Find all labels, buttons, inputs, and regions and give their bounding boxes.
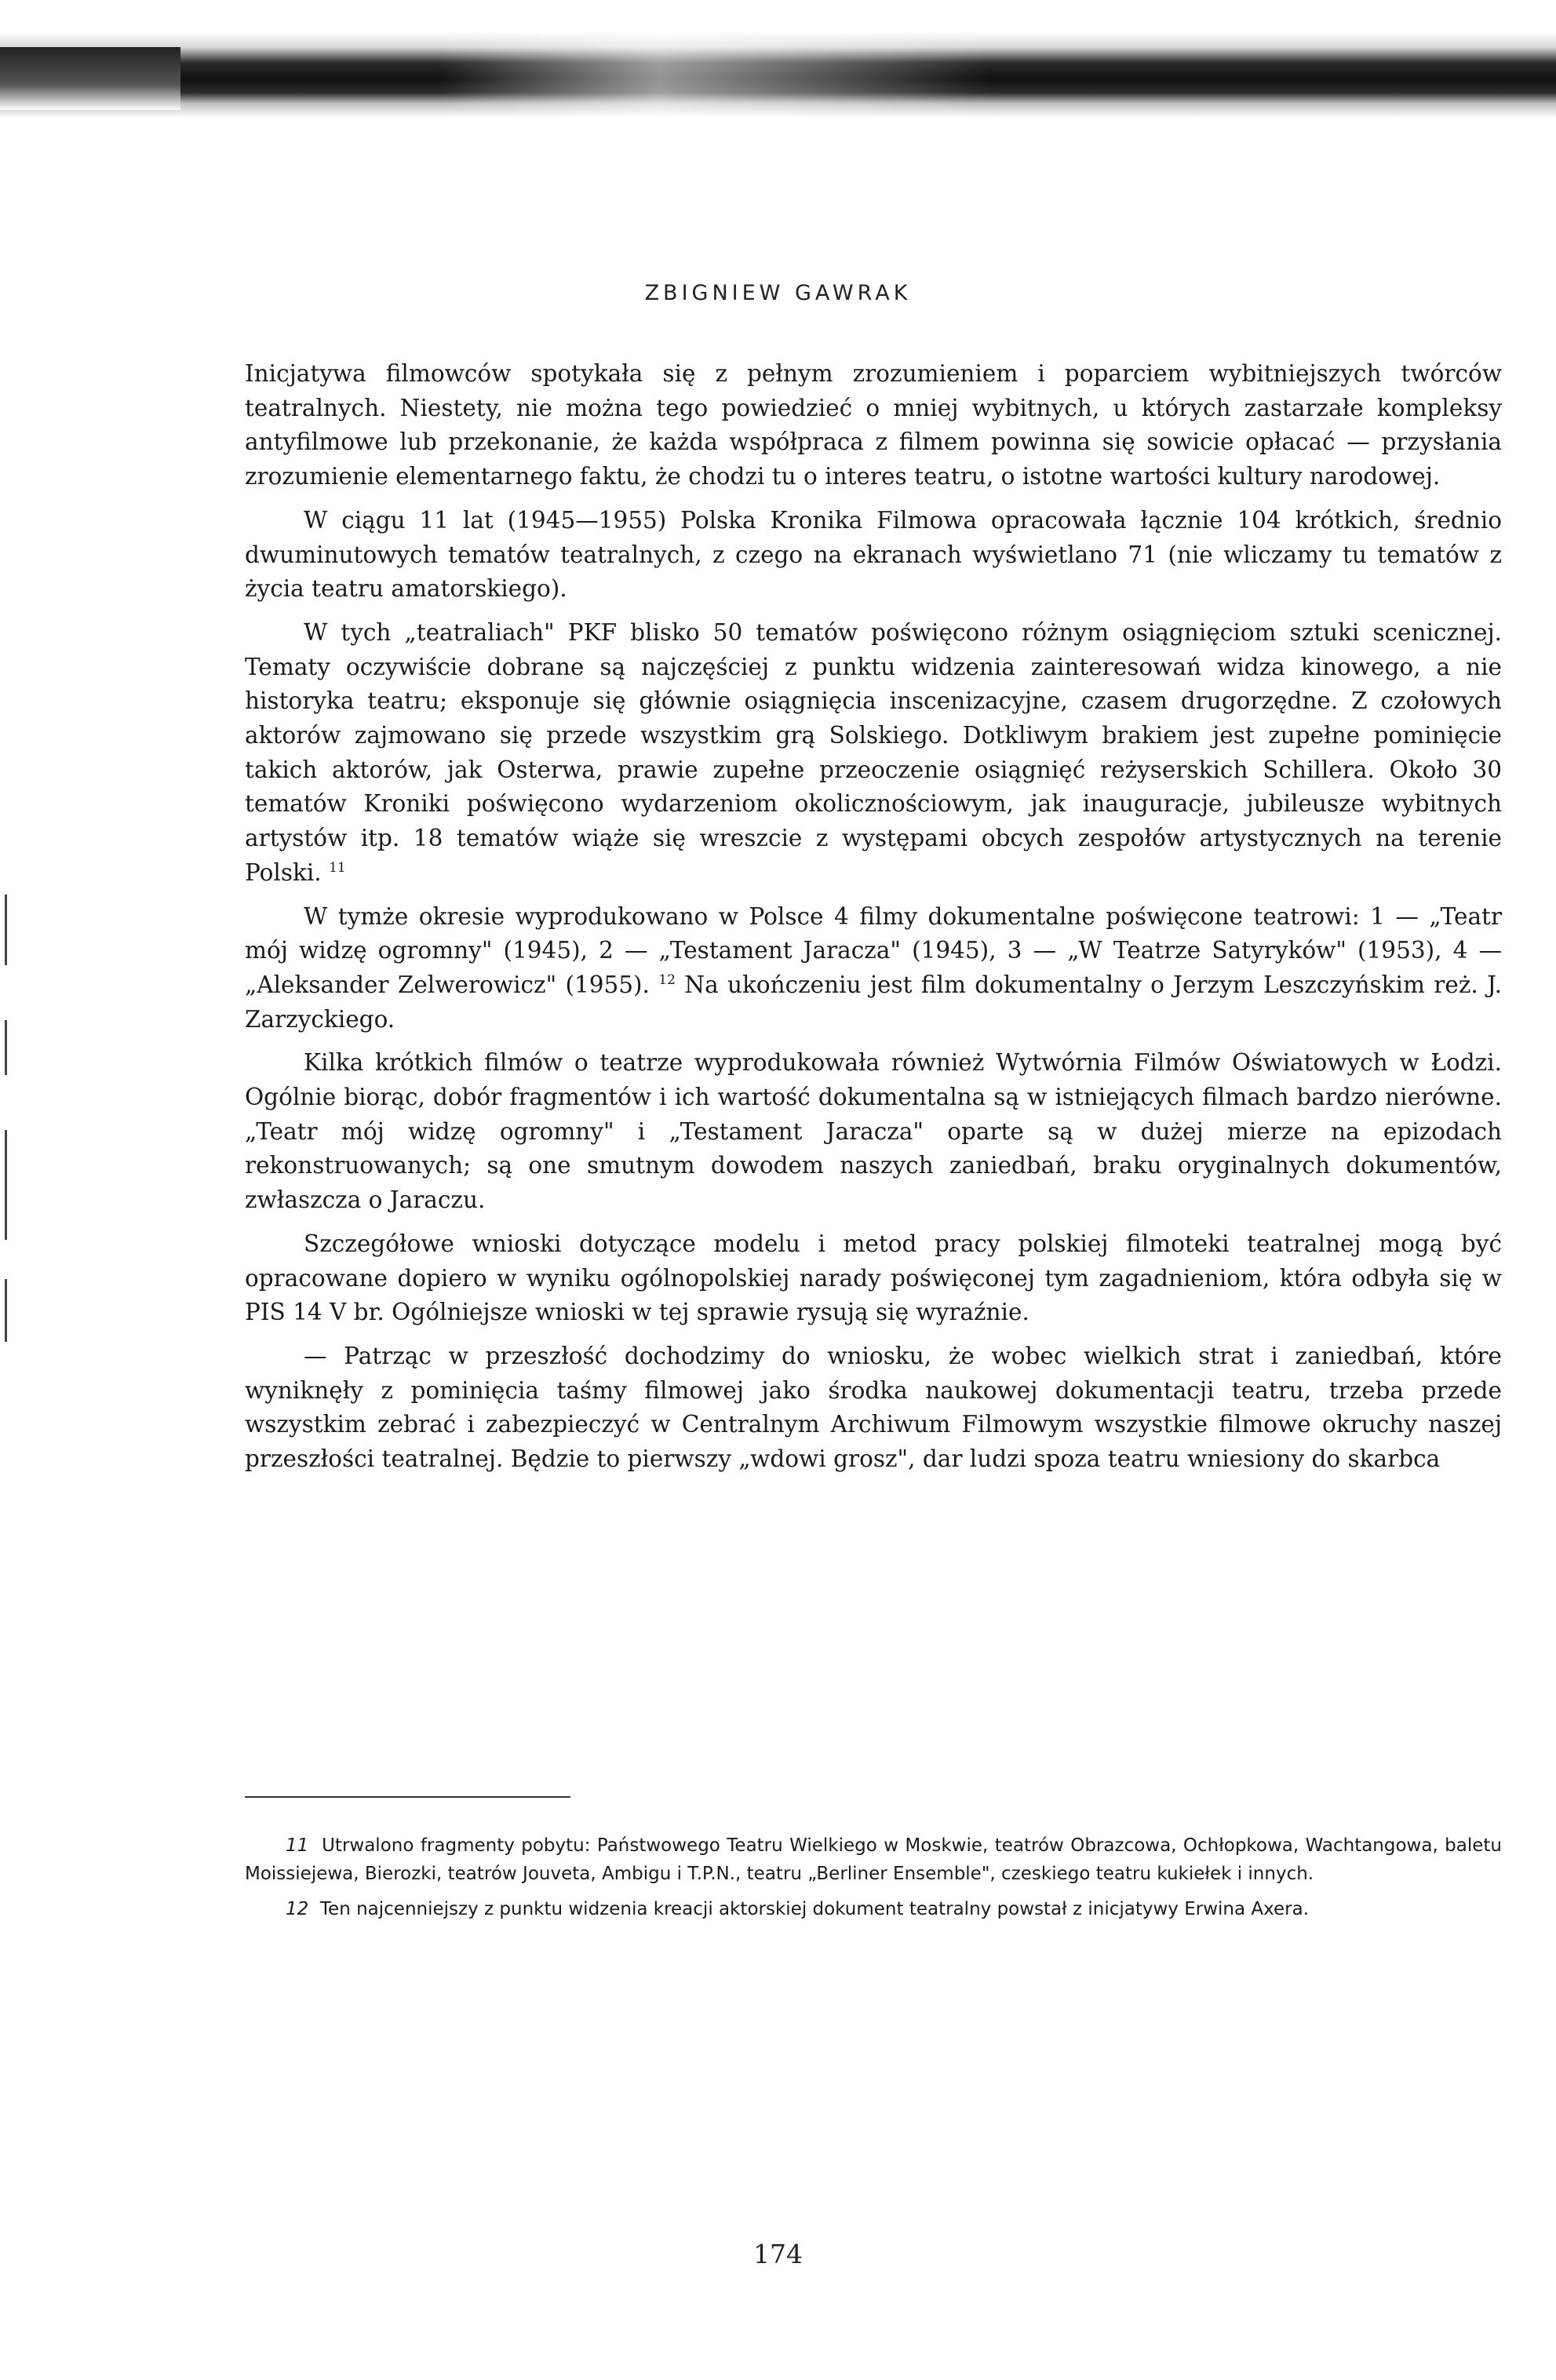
- scan-edge-shadow: [0, 0, 1556, 118]
- footnotes: [245, 1832, 1502, 1924]
- footnote-ref-11: 11: [329, 860, 346, 877]
- footnote-12: [245, 1896, 1502, 1924]
- paragraph-2: W ciągu 11 lat (1945—1955) Polska Kronika Filmowa opracowała łącznie 104 krótkich, średnio dwuminutowych tematów teatralnych, z czego na ekranach wyświetlano 71 (nie wliczamy tu tematów z życia teatru amatorskiego).: [245, 506, 1502, 603]
- footnote-text: Utrwalono fragmenty pobytu: Państwowego Teatru Wielkiego w Moskwie, teatrów Obrazcowa, Ochłopkowa, Wachtangowa, baletu Moissiejewa, Bierozki, teatrów Jouveta, Ambigu i T.P.N., teatru „Berliner Ensemble", czeskiego teatru kukiełek i innych.: [245, 1835, 1502, 1884]
- margin-scan-marks: [0, 314, 24, 1491]
- footnote-text: Ten najcenniejszy z punktu widzenia kreacji aktorskiej dokument teatralny powstał z inicjatywy Erwina Axera.: [319, 1899, 1310, 1919]
- scan-edge-highlight: [439, 0, 989, 118]
- footnote-number: 11: [286, 1835, 309, 1856]
- article-body: [245, 357, 1502, 1477]
- paragraph-1: Inicjatywa filmowców spotykała się z pełnym zrozumieniem i poparciem wybitniejszych twórców teatralnych. Niestety, nie można tego powiedzieć o mniej wybitnych, u których zastarzałe kompleksy antyfilmowe lub przekonanie, że każda współpraca z filmem powinna się sowicie opłacać — przysłania zrozumienie elementarnego faktu, że chodzi tu o interes teatru, o istotne wartości kultury narodowej.: [245, 360, 1502, 490]
- paragraph-5: Kilka krótkich filmów o teatrze wyprodukowała również Wytwórnia Filmów Oświatowych w Łodzi. Ogólnie biorąc, dobór fragmentów i ich wartość dokumentalna są w istniejących filmach bardzo nierówne. „Teatr mój widzę ogromny" i „Testament Jaracza" oparte są w dużej mierze na epizodach rekonstruowanych; są one smutnym dowodem naszych zaniedbań, braku oryginalnych dokumentów, zwłaszcza o Jaraczu.: [245, 1049, 1502, 1214]
- footnote-11: [245, 1832, 1502, 1888]
- paragraph-6: Szczegółowe wnioski dotyczące modelu i metod pracy polskiej filmoteki teatralnej mogą być opracowane dopiero w wyniku ogólnopolskiej narady poświęconej tym zagadnieniom, która odbyła się w PIS 14 V br. Ogólniejsze wnioski w tej sprawie rysują się wyraźnie.: [245, 1230, 1502, 1326]
- running-head: ZBIGNIEW GAWRAK: [644, 281, 912, 305]
- paragraph-7: — Patrząc w przeszłość dochodzimy do wniosku, że wobec wielkich strat i zaniedbań, które wyniknęły z pominięcia taśmy filmowej jako środka naukowej dokumentacji teatru, trzeba przede wszystkim zebrać i zabezpieczyć w Centralnym Archiwum Filmowym wszystkie filmowe okruchy naszej przeszłości teatralnej. Będzie to pierwszy „wdowi grosz", dar ludzi spoza teatru wniesiony do skarbca: [245, 1342, 1502, 1473]
- paragraph-4: [245, 900, 1502, 1037]
- footnote-number: 12: [286, 1899, 309, 1919]
- footnote-ref-12: 12: [658, 972, 676, 989]
- footnote-divider: [245, 1796, 570, 1798]
- paragraph-4-end: Na ukończeniu jest film dokumentalny o Jerzym Leszczyńskim reż. J. Zarzyckiego.: [245, 971, 1502, 1033]
- scan-edge-left: [0, 47, 180, 110]
- paragraph-3: [245, 616, 1502, 891]
- paragraph-3-text: W tych „teatraliach" PKF blisko 50 tematów poświęcono różnym osiągnięciom sztuki scenicznej. Tematy oczywiście dobrane są najczęściej z punktu widzenia zainteresowań widza kinowego, a nie historyka teatru; eksponuje się głównie osiągnięcia inscenizacyjne, czasem drugorzędne. Z czołowych aktorów zajmowano się przede wszystkim grą Solskiego. Dotkliwym brakiem jest zupełne pominięcie takich aktorów, jak Osterwa, prawie zupełne przeoczenie osiągnięć reżyserskich Schillera. Około 30 tematów Kroniki poświęcono wydarzeniom okolicznościowym, jak inauguracje, jubileusze wybitnych artystów itp. 18 tematów wiąże się wreszcie z występami obcych zespołów artystycznych na terenie Polski.: [245, 618, 1502, 886]
- page-number: 174: [753, 2239, 803, 2269]
- paragraph-4-text: W tymże okresie wyprodukowano w Polsce 4 filmy dokumentalne poświęcone teatrowi: 1 — „Teatr mój widzę ogromny" (1945), 2 — „Testament Jaracza" (1945), 3 — „W Teatrze Satyryków" (1953), 4 — „Aleksander Zelwerowicz" (1955).: [245, 902, 1502, 998]
